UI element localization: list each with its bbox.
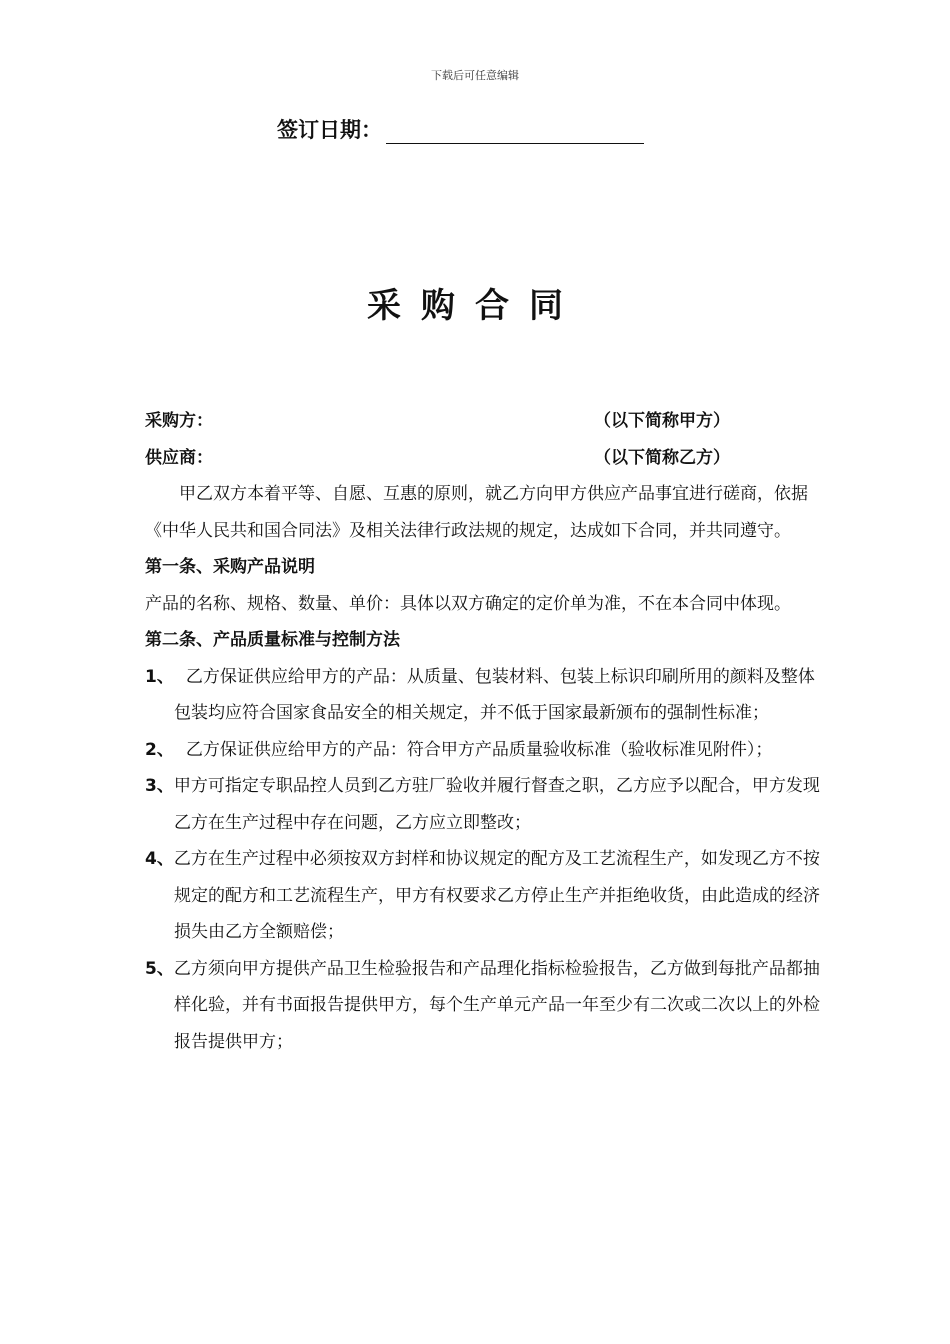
supplier-label: 供应商：	[145, 447, 213, 468]
header-note: 下载后可任意编辑	[431, 69, 519, 82]
list-item	[145, 659, 820, 732]
supplier-row	[145, 440, 820, 477]
sign-date	[277, 114, 644, 144]
list-item	[145, 841, 820, 951]
list-item	[145, 951, 820, 1061]
item-text: 乙方须向甲方提供产品卫生检验报告和产品理化指标检验报告，乙方做到每批产品都抽样化验，并有书面报告提供甲方，每个生产单元产品一年至少有二次或二次以上的外检报告提供甲方；	[173, 958, 820, 1052]
article1-heading: 第一条、采购产品说明	[145, 557, 315, 577]
article2-heading: 第二条、产品质量标准与控制方法	[145, 630, 400, 650]
item-number: 1、	[145, 666, 174, 687]
item-text: 乙方在生产过程中必须按双方封样和协议规定的配方及工艺流程生产，如发现乙方不按规定的配方和工艺流程生产，甲方有权要求乙方停止生产并拒绝收货，由此造成的经济损失由乙方全额赔偿；	[173, 849, 820, 942]
buyer-label: 采购方：	[145, 411, 213, 431]
item-number: 2、	[145, 739, 174, 760]
item-number: 3、	[145, 776, 174, 796]
article1-text: 产品的名称、规格、数量、单价：具体以双方确定的定价单为准，不在本合同中体现。	[145, 593, 791, 614]
intro-paragraph: 甲乙双方本着平等、自愿、互惠的原则，就乙方向甲方供应产品事宜进行磋商，依据《中华人民共和国合同法》及相关法律行政法规的规定，达成如下合同，并共同遵守。	[145, 484, 808, 541]
buyer-row	[145, 403, 820, 440]
list-item	[145, 768, 820, 841]
item-text: 乙方保证供应给甲方的产品：从质量、包装材料、包装上标识印刷所用的颜料及整体包装均应符合国家食品安全的相关规定，并不低于国家最新颁布的强制性标准；	[174, 666, 815, 723]
item-text: 甲方可指定专职品控人员到乙方驻厂验收并履行督查之职，乙方应予以配合，甲方发现乙方在生产过程中存在问题，乙方应立即整改；	[173, 776, 820, 833]
item-number: 4、	[145, 849, 174, 869]
item-number: 5、	[145, 958, 174, 979]
buyer-note: （以下简称甲方）	[594, 411, 730, 431]
document-title: 采购合同	[367, 286, 583, 326]
item-text: 乙方保证供应给甲方的产品：符合甲方产品质量验收标准（验收标准见附件）；	[185, 739, 773, 760]
sign-date-blank-line	[386, 119, 644, 144]
supplier-note: （以下简称乙方）	[594, 447, 730, 468]
sign-date-label: 签订日期：	[277, 118, 382, 142]
list-item	[145, 732, 820, 769]
contract-body	[145, 403, 820, 1060]
